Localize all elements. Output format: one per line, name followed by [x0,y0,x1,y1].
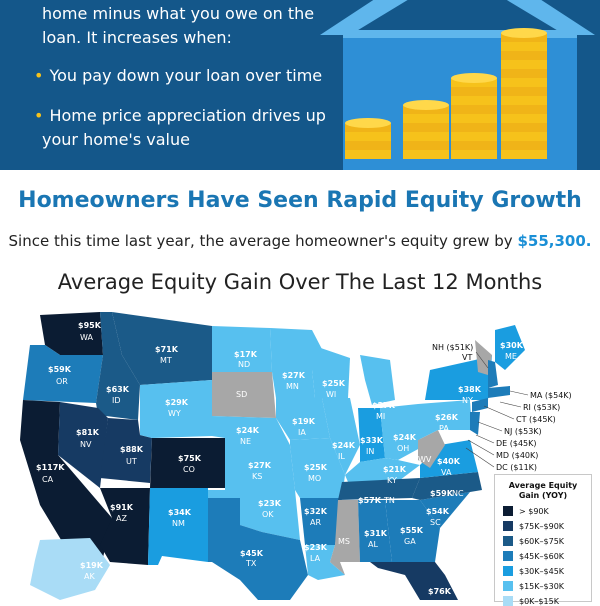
callout-nh: NH ($51K) [432,343,474,352]
label-ga-abbr: GA [404,537,416,546]
label-il-abbr: IL [338,452,345,461]
coin-top-icon [451,73,497,83]
coin-icon [451,87,497,96]
callout-ri: RI ($53K) [523,403,561,412]
label-ia-abbr: IA [298,428,306,437]
legend-swatch [503,566,513,576]
label-tn-abbr: TN [384,496,395,505]
label-in-value: $33K [360,436,383,445]
bullet-loan-paydown [34,64,322,88]
label-in-abbr: IN [366,447,375,456]
callout-line-ct [484,406,514,419]
bullet-dot-icon: • [34,66,44,85]
coin-icon [403,123,449,132]
label-wa-abbr: WA [80,333,93,342]
legend-items [495,506,591,606]
callout-de: DE ($45K) [496,439,537,448]
label-wy-abbr: WY [168,409,181,418]
label-pa-abbr: PA [439,424,449,433]
legend-label: $0K–$15K [519,596,559,606]
legend-label: > $90K [519,506,549,516]
coin-icon [451,132,497,141]
map-legend [494,474,592,606]
label-co-abbr: CO [183,465,195,474]
subline [0,232,600,250]
label-az-value: $91K [110,503,133,512]
coin-top-icon [403,100,449,110]
label-or-value: $59K [48,365,71,374]
label-ar-abbr: AR [310,518,322,527]
legend-title [495,481,591,501]
callout-line-de [476,435,494,443]
label-wa-value: $95K [78,321,101,330]
coin-icon [345,132,391,141]
label-la-abbr: LA [310,554,321,563]
state-co [150,438,225,488]
intro-line-1: home minus what you owe on the [42,4,315,23]
label-ms-abbr: MS [338,537,350,546]
label-ny-abbr: NY [462,396,473,405]
label-ky-abbr: KY [387,476,397,485]
coin-icon [451,150,497,159]
coin-icon [501,78,547,87]
legend-label: $15K–$30K [519,581,565,591]
label-ca-value: $117K [36,463,65,472]
label-tx-value: $45K [240,549,263,558]
label-va-value: $40K [437,457,460,466]
callout-line-ma [510,391,528,395]
state-nj [470,412,480,435]
label-ak-value: $19K [80,561,103,570]
callout-nj: NJ ($53K) [504,427,542,436]
callout-ma: MA ($54K) [530,391,572,400]
coin-icon [501,141,547,150]
label-wy-value: $29K [165,398,188,407]
callout-ct: CT ($45K) [516,415,556,424]
coin-icon [501,42,547,51]
legend-swatch [503,551,513,561]
label-mo-abbr: MO [308,474,322,483]
legend-item [503,551,591,561]
coin-icon [403,150,449,159]
coin-icon [345,141,391,150]
label-ks-value: $27K [248,461,271,470]
label-ny-value: $38K [458,385,481,394]
state-ct [472,398,488,412]
coin-icon [403,141,449,150]
label-nc-abbr: NC [452,489,464,498]
equity-amount: $55,300. [517,232,592,250]
label-ia-value: $19K [292,417,315,426]
legend-item [503,596,591,606]
label-va-abbr: VA [441,468,452,477]
label-ak-abbr: AK [84,572,95,581]
state-ma [488,386,510,398]
coin-icon [451,96,497,105]
coin-icon [403,114,449,123]
callout-vt: VT [462,353,473,362]
subline-text: Since this time last year, the average homeowner's equity grew by [8,232,518,250]
coin-top-icon [501,28,547,38]
label-id-abbr: ID [112,396,121,405]
label-nm-abbr: NM [172,519,185,528]
bullet-2-text-line-1: Home price appreciation drives up [49,106,326,125]
map-title: Average Equity Gain Over The Last 12 Months [57,270,543,294]
label-pa-value: $26K [435,413,458,422]
label-sc-value: $54K [426,507,449,516]
legend-label: $60K–$75K [519,536,565,546]
coin-icon [501,123,547,132]
label-me-value: $30K [500,341,523,350]
label-ut-value: $88K [120,445,143,454]
label-al-abbr: AL [368,540,378,549]
coin-icon [451,141,497,150]
label-mn-abbr: MN [286,382,299,391]
label-wi-abbr: WI [326,390,337,399]
legend-swatch [503,596,513,606]
label-nv-value: $81K [76,428,99,437]
state-nh [488,360,498,388]
coin-icon [345,150,391,159]
legend-item [503,566,591,576]
label-co-value: $75K [178,454,201,463]
label-ky-value: $21K [383,465,406,474]
label-tn-value: $57K [358,496,381,505]
headline: Homeowners Have Seen Rapid Equity Growth [18,188,582,213]
label-ne-abbr: NE [240,437,252,446]
label-mo-value: $25K [304,463,327,472]
legend-item [503,506,591,516]
label-mn-value: $27K [282,371,305,380]
legend-item [503,521,591,531]
legend-swatch [503,506,513,516]
intro-line-2: loan. It increases when: [42,28,232,47]
label-mi-value: $27K [372,401,395,410]
label-nm-value: $34K [168,508,191,517]
legend-swatch [503,581,513,591]
label-ca-abbr: CA [42,475,54,484]
coin-icon [501,87,547,96]
coin-icon [501,105,547,114]
label-az-abbr: AZ [116,514,127,523]
label-nd-value: $17K [234,350,257,359]
state-mi [360,355,395,405]
coin-icon [501,114,547,123]
label-wv-abbr: WV [418,455,432,464]
legend-label: $30K–$45K [519,566,565,576]
label-id-value: $63K [106,385,129,394]
label-il-value: $24K [332,441,355,450]
label-ks-abbr: KS [252,472,263,481]
intro-text [42,2,314,50]
label-ga-value: $55K [400,526,423,535]
label-la-value: $23K [304,543,327,552]
coin-icon [501,60,547,69]
label-sc-abbr: SC [430,518,441,527]
callout-dc: DC ($11K) [496,463,538,472]
legend-item [503,581,591,591]
label-or-abbr: OR [56,377,68,386]
coin-icon [501,51,547,60]
coin-icon [501,150,547,159]
label-ut-abbr: UT [126,457,137,466]
bullet-appreciation [34,104,326,152]
label-ne-value: $24K [236,426,259,435]
label-mt-value: $71K [155,345,178,354]
roof-icon [320,0,595,35]
label-fl-value: $76K [428,587,451,596]
label-oh-value: $24K [393,433,416,442]
coin-icon [451,123,497,132]
coin-icon [501,132,547,141]
label-ok-abbr: OK [262,510,274,519]
legend-swatch [503,536,513,546]
legend-item [503,536,591,546]
bullet-1-text: You pay down your loan over time [49,66,323,85]
coin-icon [451,114,497,123]
label-oh-abbr: OH [397,444,410,453]
coin-top-icon [345,118,391,128]
label-mt-abbr: MT [160,356,172,365]
legend-title-line-2: Gain (YOY) [518,491,568,500]
bullet-dot-icon: • [34,106,44,125]
label-mi-abbr: MI [376,412,386,421]
legend-swatch [503,521,513,531]
coin-icon [451,105,497,114]
callout-line-nj [478,422,502,431]
label-ar-value: $32K [304,507,327,516]
label-me-abbr: ME [505,352,517,361]
label-nv-abbr: NV [80,440,92,449]
label-wi-value: $25K [322,379,345,388]
coin-icon [501,96,547,105]
legend-label: $75K–$90K [519,521,565,531]
label-al-value: $31K [364,529,387,538]
label-sd-abbr: SD [236,390,248,399]
callout-md: MD ($40K) [496,451,539,460]
house-coins-illustration [315,0,600,170]
bullet-2-text-line-2: your home's value [42,130,190,149]
legend-title-line-1: Average Equity [508,481,578,490]
label-nc-value: $59K [430,489,453,498]
callout-line-ri [500,402,521,407]
label-nd-abbr: ND [238,360,251,369]
coin-icon [501,69,547,78]
top-banner [0,0,600,170]
label-tx-abbr: TX [246,559,257,568]
legend-label: $45K–$60K [519,551,565,561]
label-ok-value: $23K [258,499,281,508]
coin-icon [403,132,449,141]
